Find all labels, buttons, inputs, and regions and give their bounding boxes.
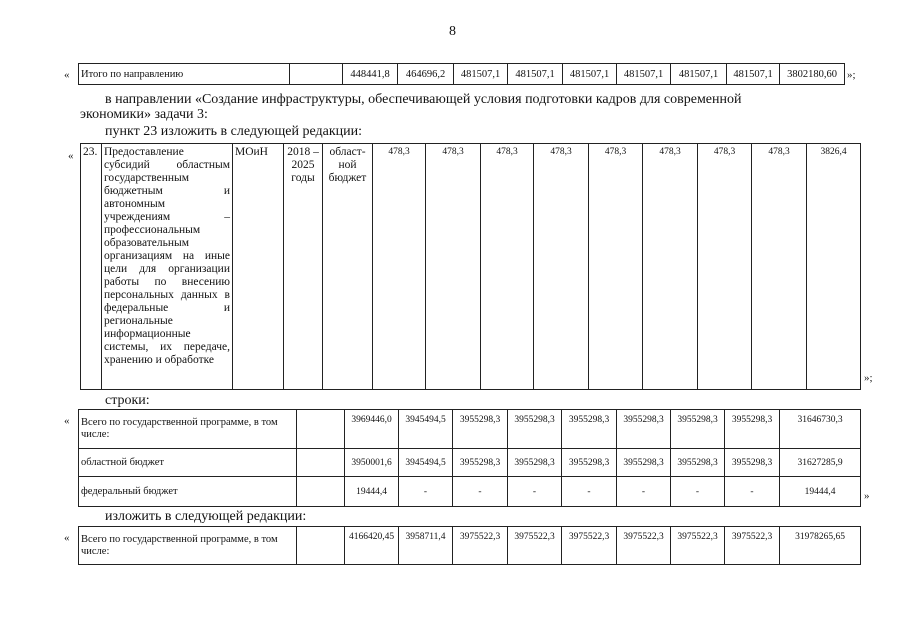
value-cell: 478,3 [534,144,589,390]
value-cell: - [562,477,617,507]
item-source: област-ной бюджет [323,144,373,390]
close-quote: » [864,490,870,502]
row-label: федеральный бюджет [79,477,297,507]
value-cell: 3955298,3 [508,449,562,477]
row-label: областной бюджет [79,449,297,477]
value-cell: 3955298,3 [617,410,671,449]
value-cell: 3955298,3 [562,449,617,477]
value-cell: 3975522,3 [453,527,508,565]
regional-budget-row [79,449,861,477]
value-cell: 481507,1 [563,64,617,85]
value-cell: 478,3 [481,144,534,390]
value-cell: 3955298,3 [725,449,780,477]
value-cell: 3975522,3 [617,527,671,565]
item23-row [81,144,861,390]
paragraph-new-edition: изложить в следующей редакции: [105,509,307,524]
value-cell: 3826,4 [807,144,861,390]
value-cell: 31978265,65 [780,527,861,565]
value-cell: 464696,2 [398,64,454,85]
paragraph-direction: в направлении «Создание инфраструктуры, обеспечивающей условия подготовки кадров для современной [105,92,742,107]
value-cell: 3975522,3 [725,527,780,565]
empty-cell [297,449,345,477]
value-cell: 481507,1 [671,64,727,85]
direction-total-table [78,63,845,85]
value-cell: 481507,1 [727,64,780,85]
value-cell: 3955298,3 [562,410,617,449]
value-cell: 481507,1 [454,64,508,85]
value-cell: - [508,477,562,507]
value-cell: 3969446,0 [345,410,399,449]
value-cell: 3955298,3 [671,449,725,477]
value-cell: 3955298,3 [671,410,725,449]
value-cell: 478,3 [698,144,752,390]
value-cell: 478,3 [426,144,481,390]
new-total-row [79,527,861,565]
value-cell: 3950001,6 [345,449,399,477]
value-cell: 3975522,3 [671,527,725,565]
page-number: 8 [449,24,456,39]
value-cell: 3802180,60 [780,64,845,85]
item-number: 23. [81,144,102,390]
value-cell: 478,3 [643,144,698,390]
total-row [79,410,861,449]
open-quote: « [64,415,70,427]
row-label: Всего по государственной программе, в том числе: [79,527,297,565]
value-cell: 3958711,4 [399,527,453,565]
empty-cell [297,410,345,449]
direction-total-row [79,64,845,85]
item-description: Предоставление субсидий областным государственным бюджетным и автономным учреждениям – профессиональным образовательным организациям на иные цели для организации работы по внесению персональных данных в федеральные и региональные информационные системы, их передаче, хранению и обработке [102,144,233,390]
new-totals-table [78,526,861,565]
value-cell: 19444,4 [345,477,399,507]
value-cell: 3955298,3 [453,410,508,449]
value-cell: - [617,477,671,507]
value-cell: - [453,477,508,507]
old-totals-table [78,409,861,507]
value-cell: 448441,8 [343,64,398,85]
row-label: Итого по направлению [79,64,290,85]
row-label: Всего по государственной программе, в том числе: [79,410,297,449]
paragraph-direction-cont: экономики» задачи 3: [80,107,208,122]
value-cell: 3955298,3 [508,410,562,449]
value-cell: 31627285,9 [780,449,861,477]
value-cell: - [671,477,725,507]
value-cell: 478,3 [752,144,807,390]
value-cell: 19444,4 [780,477,861,507]
value-cell: 3975522,3 [562,527,617,565]
item-executor: МОиН [233,144,284,390]
close-quote: »; [847,69,856,81]
empty-cell [290,64,343,85]
value-cell: 3945494,5 [399,410,453,449]
value-cell: 481507,1 [617,64,671,85]
value-cell: - [399,477,453,507]
paragraph-strings: строки: [105,393,150,408]
value-cell: 3975522,3 [508,527,562,565]
close-quote: »; [864,372,873,384]
value-cell: 478,3 [373,144,426,390]
open-quote: « [64,69,70,81]
value-cell: 3955298,3 [453,449,508,477]
open-quote: « [64,532,70,544]
value-cell: 3955298,3 [725,410,780,449]
value-cell: 481507,1 [508,64,563,85]
empty-cell [297,527,345,565]
empty-cell [297,477,345,507]
value-cell: 31646730,3 [780,410,861,449]
federal-budget-row [79,477,861,507]
value-cell: 478,3 [589,144,643,390]
open-quote: « [68,150,74,162]
value-cell: 3955298,3 [617,449,671,477]
item23-table [80,143,861,390]
value-cell: - [725,477,780,507]
paragraph-item23: пункт 23 изложить в следующей редакции: [105,124,362,139]
value-cell: 4166420,45 [345,527,399,565]
item-period: 2018 – 2025 годы [284,144,323,390]
value-cell: 3945494,5 [399,449,453,477]
